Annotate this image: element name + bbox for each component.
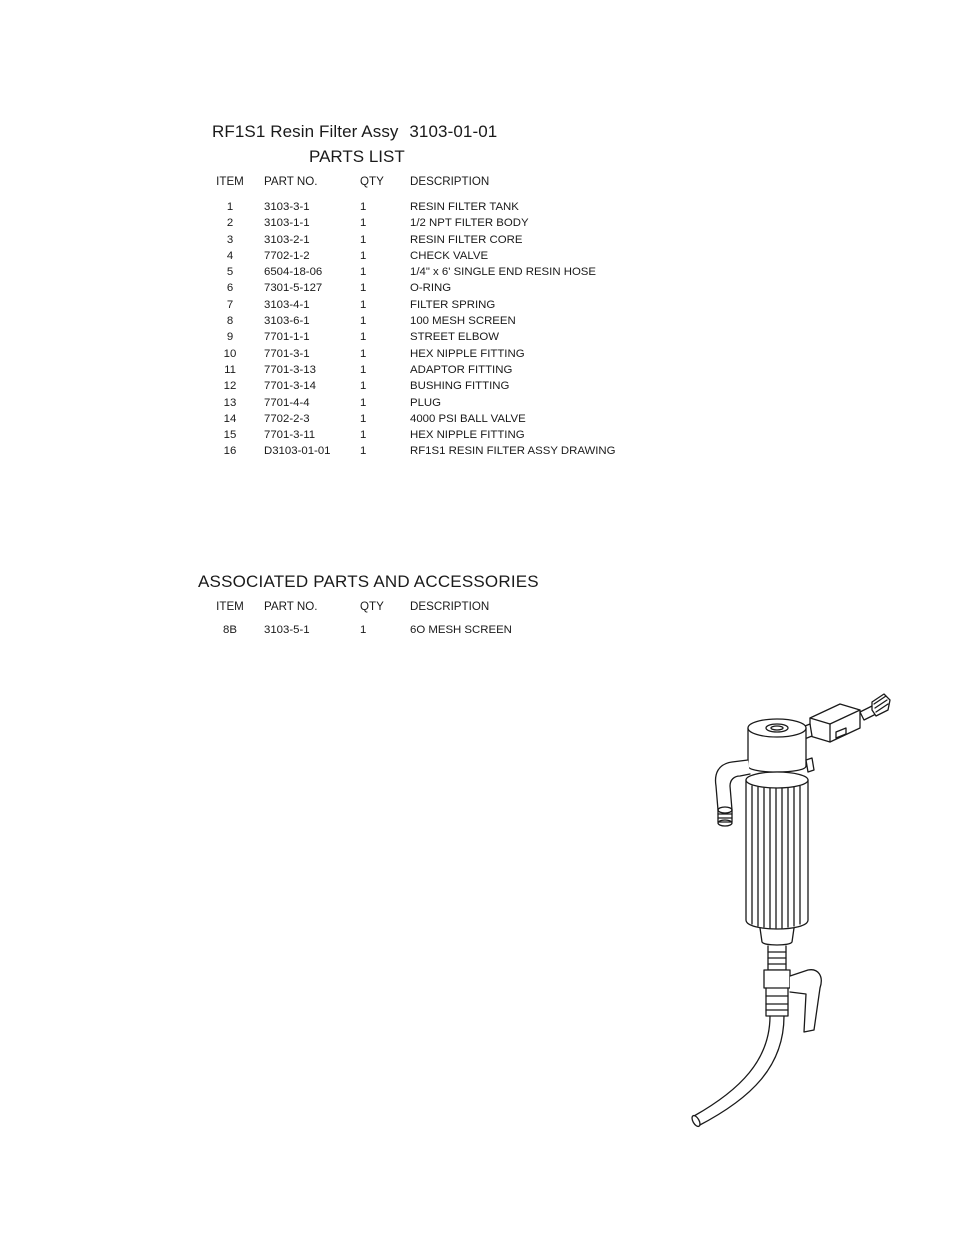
col-description: DESCRIPTION: [410, 600, 490, 613]
cell-item: 16: [223, 445, 237, 458]
cell-qty: 1: [360, 412, 367, 425]
cell-part-no: 7702-2-3: [264, 412, 310, 425]
cell-item: 8B: [223, 624, 237, 636]
cell-qty: 1: [360, 298, 367, 311]
cell-description: PLUG: [410, 396, 442, 409]
cell-description: ADAPTOR FITTING: [410, 363, 513, 376]
cell-part-no: 7701-3-13: [264, 363, 316, 376]
cell-item: 5: [226, 266, 234, 279]
associated-table: [198, 596, 512, 642]
cell-item: 3: [226, 233, 234, 246]
table-row: [198, 313, 616, 329]
cell-description: HEX NIPPLE FITTING: [410, 347, 525, 360]
cell-qty: 1: [360, 347, 367, 360]
filter-body-icon: [748, 719, 814, 772]
cell-part-no: 7701-3-14: [264, 380, 316, 393]
cell-description: CHECK VALVE: [410, 249, 489, 262]
cell-qty: 1: [360, 282, 367, 295]
resin-filter-assembly-drawing-icon: [660, 670, 920, 1140]
street-elbow-icon: [716, 760, 750, 826]
associated-heading: ASSOCIATED PARTS AND ACCESSORIES: [198, 572, 539, 591]
cell-description: RESIN FILTER TANK: [410, 201, 519, 213]
cell-qty: 1: [360, 445, 367, 458]
hex-nipple-fitting-icon: [764, 946, 821, 1032]
cell-item: 2: [226, 217, 234, 230]
table-row: [198, 346, 616, 362]
table-row: [198, 248, 616, 264]
cell-part-no: 7701-3-1: [264, 347, 310, 360]
col-qty: QTY: [360, 175, 384, 188]
cell-item: 12: [223, 380, 237, 393]
document-title: [212, 122, 497, 142]
cell-qty: 1: [360, 624, 367, 636]
col-part-no: PART NO.: [264, 175, 318, 188]
cell-part-no: 7702-1-2: [264, 249, 310, 262]
cell-part-no: 6504-18-06: [264, 266, 323, 279]
cell-part-no: 3103-5-1: [264, 624, 310, 636]
cell-description: O-RING: [410, 282, 452, 295]
table-row: [198, 427, 616, 443]
cell-qty: 1: [360, 217, 367, 230]
col-description: DESCRIPTION: [410, 175, 490, 188]
cell-qty: 1: [360, 249, 367, 262]
cell-description: 6O MESH SCREEN: [410, 624, 512, 636]
cell-part-no: 3103-4-1: [264, 298, 310, 311]
cell-part-no: 7701-1-1: [264, 331, 310, 344]
cell-description: 100 MESH SCREEN: [410, 315, 516, 328]
ball-valve-icon: [800, 694, 890, 742]
resin-hose-icon: [690, 1016, 784, 1128]
cell-qty: 1: [360, 201, 367, 213]
table-row: [198, 232, 616, 248]
table-row: [198, 329, 616, 345]
table-row: [198, 618, 512, 642]
cell-qty: 1: [360, 315, 367, 328]
table-row: [198, 199, 616, 215]
cell-description: 1/2 NPT FILTER BODY: [410, 217, 529, 230]
cell-item: 7: [226, 298, 234, 311]
table-row: [198, 280, 616, 296]
parts-list-heading: PARTS LIST: [309, 147, 405, 166]
cell-item: 1: [226, 201, 234, 213]
cell-qty: 1: [360, 331, 367, 344]
table-row: [198, 395, 616, 411]
col-item: ITEM: [216, 600, 244, 613]
cell-part-no: 3103-1-1: [264, 217, 310, 230]
cell-qty: 1: [360, 266, 367, 279]
cell-qty: 1: [360, 233, 367, 246]
cell-part-no: 3103-3-1: [264, 201, 310, 213]
cell-description: 1/4" x 6' SINGLE END RESIN HOSE: [410, 266, 596, 279]
cell-part-no: 7301-5-127: [264, 282, 323, 295]
col-part-no: PART NO.: [264, 600, 318, 613]
cell-description: BUSHING FITTING: [410, 380, 510, 393]
cell-item: 6: [226, 282, 234, 295]
parts-table: [198, 172, 616, 460]
cell-qty: 1: [360, 363, 367, 376]
table-row: [198, 264, 616, 280]
table-row: [198, 443, 616, 459]
cell-item: 9: [226, 331, 234, 344]
cell-description: RESIN FILTER CORE: [410, 233, 523, 246]
cell-item: 14: [223, 412, 237, 425]
parts-table-header: [198, 172, 616, 192]
cell-item: 10: [223, 347, 237, 360]
title-text: RF1S1 Resin Filter Assy: [212, 122, 399, 141]
cell-part-no: 7701-3-11: [264, 429, 316, 442]
cell-part-no: 3103-6-1: [264, 315, 310, 328]
table-row: [198, 411, 616, 427]
cell-item: 11: [224, 363, 236, 376]
associated-table-body: [198, 618, 512, 642]
cell-item: 8: [226, 315, 234, 328]
cell-description: RF1S1 RESIN FILTER ASSY DRAWING: [410, 445, 616, 458]
table-row: [198, 362, 616, 378]
table-row: [198, 215, 616, 231]
cell-description: HEX NIPPLE FITTING: [410, 429, 525, 442]
cell-qty: 1: [360, 429, 367, 442]
col-qty: QTY: [360, 600, 384, 613]
cell-qty: 1: [360, 380, 367, 393]
cell-qty: 1: [360, 396, 367, 409]
col-item: ITEM: [216, 175, 244, 188]
cell-part-no: D3103-01-01: [264, 445, 331, 458]
cell-description: FILTER SPRING: [410, 298, 496, 311]
doc-number: 3103-01-01: [409, 122, 498, 141]
resin-filter-tank-icon: [746, 772, 808, 945]
associated-table-header: [198, 596, 512, 618]
parts-table-body: [198, 199, 616, 460]
cell-description: STREET ELBOW: [410, 331, 500, 344]
cell-item: 15: [223, 429, 237, 442]
cell-part-no: 7701-4-4: [264, 396, 310, 409]
cell-part-no: 3103-2-1: [264, 233, 310, 246]
cell-description: 4000 PSI BALL VALVE: [410, 412, 526, 425]
table-row: [198, 378, 616, 394]
table-row: [198, 297, 616, 313]
cell-item: 13: [223, 396, 237, 409]
cell-item: 4: [226, 249, 234, 262]
